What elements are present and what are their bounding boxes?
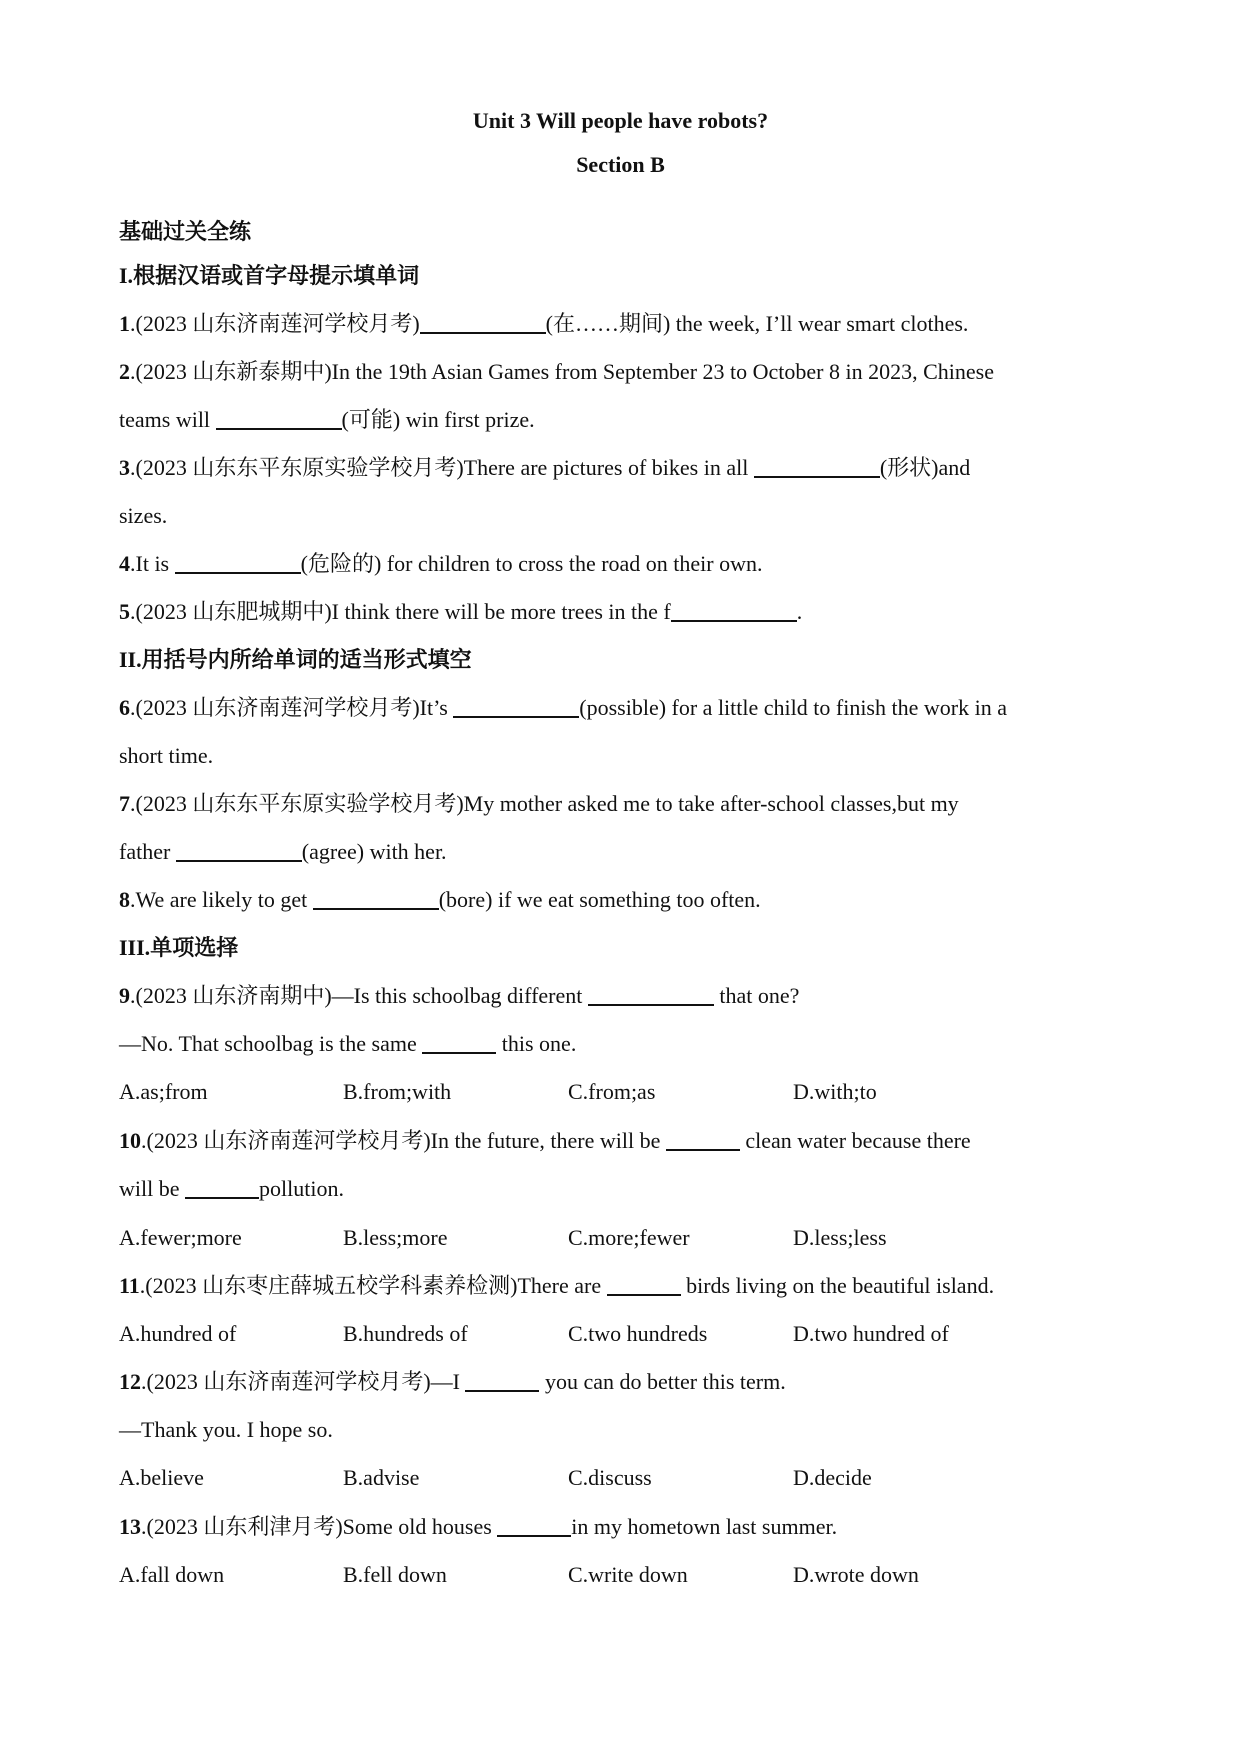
- question-2-cont: teams will (可能) win first prize.: [119, 407, 535, 432]
- answer-blank[interactable]: [216, 408, 342, 430]
- question-12-dialogue: —Thank you. I hope so.: [119, 1417, 333, 1442]
- option-a[interactable]: A.believe: [119, 1465, 204, 1490]
- answer-blank[interactable]: [588, 984, 714, 1006]
- question-11: 11.(2023 山东枣庄薛城五校学科素养检测)There are birds living on the beautiful island.: [119, 1273, 995, 1298]
- option-d[interactable]: D.wrote down: [793, 1562, 919, 1587]
- answer-blank[interactable]: [607, 1274, 681, 1296]
- question-12: 12.(2023 山东济南莲河学校月考)—I you can do better this term.: [119, 1369, 786, 1394]
- part1-heading: I.根据汉语或首字母提示填单词: [119, 263, 420, 288]
- option-b[interactable]: B.fell down: [343, 1562, 447, 1587]
- question-1: 1.(2023 山东济南莲河学校月考) (在……期间) the week, I’ll wear smart clothes.: [119, 311, 969, 336]
- option-a[interactable]: A.as;from: [119, 1079, 208, 1104]
- option-b[interactable]: B.hundreds of: [343, 1321, 468, 1346]
- answer-blank[interactable]: [420, 312, 546, 334]
- part3-heading: III.单项选择: [119, 935, 239, 960]
- answer-blank[interactable]: [754, 456, 880, 478]
- section-label: 基础过关全练: [119, 219, 252, 244]
- answer-blank[interactable]: [175, 552, 301, 574]
- option-a[interactable]: A.hundred of: [119, 1321, 237, 1346]
- answer-blank[interactable]: [313, 888, 439, 910]
- question-7: 7.(2023 山东东平东原实验学校月考)My mother asked me to take after-school classes,but my: [119, 791, 959, 816]
- answer-blank[interactable]: [497, 1515, 571, 1537]
- question-13: 13.(2023 山东利津月考)Some old houses in my hometown last summer.: [119, 1514, 838, 1539]
- option-b[interactable]: B.advise: [343, 1465, 420, 1490]
- question-9-dialogue: —No. That schoolbag is the same this one.: [119, 1031, 577, 1056]
- question-10-cont: will be pollution.: [119, 1176, 344, 1201]
- question-8: 8.We are likely to get (bore) if we eat something too often.: [119, 887, 761, 912]
- option-b[interactable]: B.less;more: [343, 1225, 448, 1250]
- option-a[interactable]: A.fall down: [119, 1562, 225, 1587]
- question-7-cont: father (agree) with her.: [119, 839, 447, 864]
- option-c[interactable]: C.more;fewer: [568, 1225, 690, 1250]
- answer-blank[interactable]: [185, 1177, 259, 1199]
- option-b[interactable]: B.from;with: [343, 1079, 452, 1104]
- question-5: 5.(2023 山东肥城期中)I think there will be more trees in the f .: [119, 599, 803, 624]
- option-c[interactable]: C.from;as: [568, 1079, 656, 1104]
- option-c[interactable]: C.write down: [568, 1562, 688, 1587]
- page-title: Unit 3 Will people have robots?: [472, 108, 769, 133]
- part2-heading: II.用括号内所给单词的适当形式填空: [119, 647, 472, 672]
- answer-blank[interactable]: [422, 1032, 496, 1054]
- answer-blank[interactable]: [176, 840, 302, 862]
- question-3-cont: sizes.: [119, 503, 168, 528]
- question-9: 9.(2023 山东济南期中)—Is this schoolbag different that one?: [119, 983, 800, 1008]
- question-3: 3.(2023 山东东平东原实验学校月考)There are pictures of bikes in all (形状)and: [119, 455, 971, 480]
- answer-blank[interactable]: [666, 1129, 740, 1151]
- option-a[interactable]: A.fewer;more: [119, 1225, 242, 1250]
- question-6-cont: short time.: [119, 743, 214, 768]
- question-10: 10.(2023 山东济南莲河学校月考)In the future, there will be clean water because there: [119, 1128, 971, 1153]
- option-d[interactable]: D.two hundred of: [793, 1321, 949, 1346]
- option-d[interactable]: D.less;less: [793, 1225, 887, 1250]
- option-c[interactable]: C.two hundreds: [568, 1321, 708, 1346]
- answer-blank[interactable]: [465, 1370, 539, 1392]
- option-c[interactable]: C.discuss: [568, 1465, 652, 1490]
- question-6: 6.(2023 山东济南莲河学校月考)It’s (possible) for a little child to finish the work in a: [119, 695, 1007, 720]
- answer-blank[interactable]: [453, 696, 579, 718]
- answer-blank[interactable]: [671, 600, 797, 622]
- option-d[interactable]: D.with;to: [793, 1079, 877, 1104]
- option-d[interactable]: D.decide: [793, 1465, 872, 1490]
- question-2: 2.(2023 山东新泰期中)In the 19th Asian Games from September 23 to October 8 in 2023, Chinese: [119, 359, 994, 384]
- page-subtitle: Section B: [576, 152, 665, 177]
- question-4: 4.It is (危险的) for children to cross the road on their own.: [119, 551, 763, 576]
